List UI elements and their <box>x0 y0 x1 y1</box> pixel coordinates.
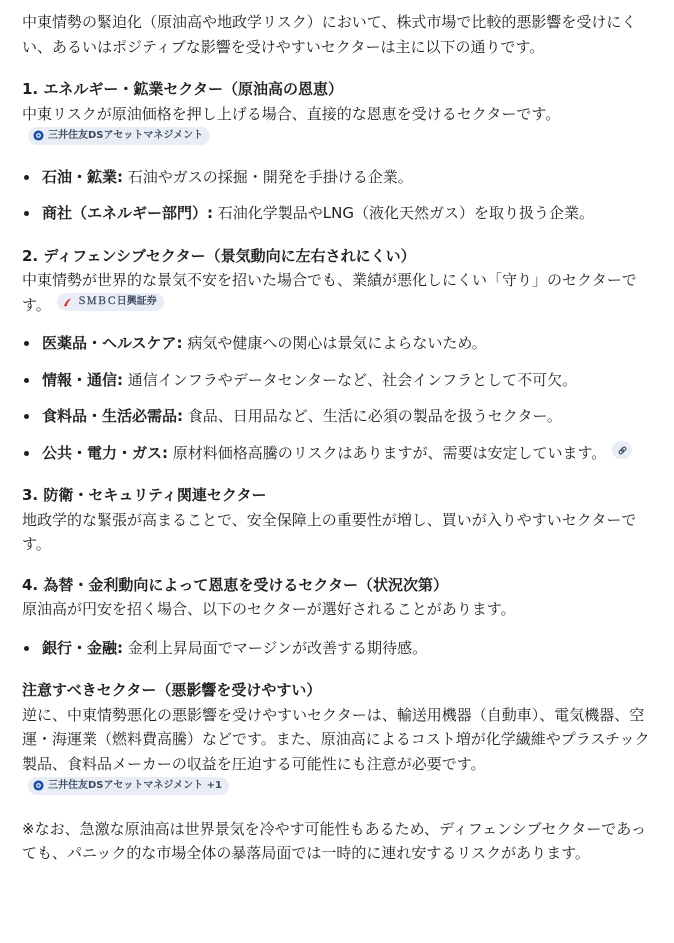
section-caution <box>22 678 652 801</box>
intro-paragraph: 中東情勢の緊迫化（原油高や地政学リスク）において、株式市場で比較的悪影響を受けにくい、あるいはポジティブな影響を受けやすいセクターは主に以下の通りです。 <box>22 13 637 56</box>
section-energy <box>22 77 652 226</box>
list-item: 商社（エネルギー部門）: 石油化学製品やLNG（液化天然ガス）を取り扱う企業。 <box>22 201 652 226</box>
list-item: 医薬品・ヘルスケア: 病気や健康への関心は景気によらないため。 <box>22 331 652 356</box>
section-description: 中東リスクが原油価格を押し上げる場合、直接的な恩恵を受けるセクターです。 三井住友DSアセットマネジメント <box>22 102 652 151</box>
section-heading: 4. 為替・金利動向によって恩恵を受けるセクター（状況次第） <box>22 575 449 594</box>
smbc-nikko-logo-icon <box>62 297 73 308</box>
sector-list <box>22 165 652 226</box>
source-chip-smbc[interactable]: ＳＭＢＣ日興証券 <box>57 293 164 311</box>
list-item: 公共・電力・ガス: 原材料価格高騰のリスクはありますが、需要は安定しています。 <box>22 441 652 466</box>
list-item: 食料品・生活必需品: 食品、日用品など、生活に必須の製品を扱うセクター。 <box>22 404 652 429</box>
section-heading: 注意すべきセクター（悪影響を受けやすい） <box>22 681 322 699</box>
section-defense <box>22 483 652 557</box>
source-chip-ds[interactable]: 三井住友DSアセットマネジメント <box>28 127 210 145</box>
list-item: 石油・鉱業: 石油やガスの採掘・開発を手掛ける企業。 <box>22 165 652 190</box>
mitsui-sumitomo-ds-logo-icon <box>33 780 44 791</box>
section-description: 逆に、中東情勢悪化の悪影響を受けやすいセクターは、輸送用機器（自動車）、電気機器、空運・海運業（燃料費高騰）などです。また、原油高によるコスト増が化学繊維やプラスチック製品、食料品メーカーの収益を圧迫する可能性にも注意が必要です。 三井住友DSアセットマネジメント +1 <box>22 703 652 801</box>
source-chip-ds-multi[interactable]: 三井住友DSアセットマネジメント +1 <box>28 777 229 795</box>
section-description: 地政学的な緊張が高まることで、安全保障上の重要性が増し、買いが入りやすいセクターです。 <box>22 510 637 553</box>
section-fx-rates <box>22 573 652 661</box>
section-heading: 3. 防衛・セキュリティ関連セクター <box>22 486 267 504</box>
section-defensive <box>22 244 652 466</box>
source-link-chip[interactable] <box>612 441 632 459</box>
section-description: 原油高が円安を招く場合、以下のセクターが選好されることがあります。 <box>22 600 516 618</box>
link-icon <box>617 445 628 456</box>
section-description: 中東情勢が世界的な景気不安を招いた場合でも、業績が悪化しにくい「守り」のセクターです。 ＳＭＢＣ日興証券 <box>22 271 637 314</box>
list-item: 銀行・金融: 金利上昇局面でマージンが改善する期待感。 <box>22 636 652 661</box>
mitsui-sumitomo-ds-logo-icon <box>33 130 44 141</box>
sector-list <box>22 636 652 661</box>
footnote: ※なお、急激な原油高は世界景気を冷やす可能性もあるため、ディフェンシブセクターであっても、パニック的な市場全体の暴落局面では一時的に連れ安するリスクがあります。 <box>22 819 647 862</box>
list-item: 情報・通信: 通信インフラやデータセンターなど、社会インフラとして不可欠。 <box>22 368 652 393</box>
section-heading: 1. エネルギー・鉱業セクター（原油高の恩恵） <box>22 80 344 98</box>
sector-list <box>22 331 652 465</box>
section-heading: 2. ディフェンシブセクター（景気動向に左右されにくい） <box>22 246 416 265</box>
